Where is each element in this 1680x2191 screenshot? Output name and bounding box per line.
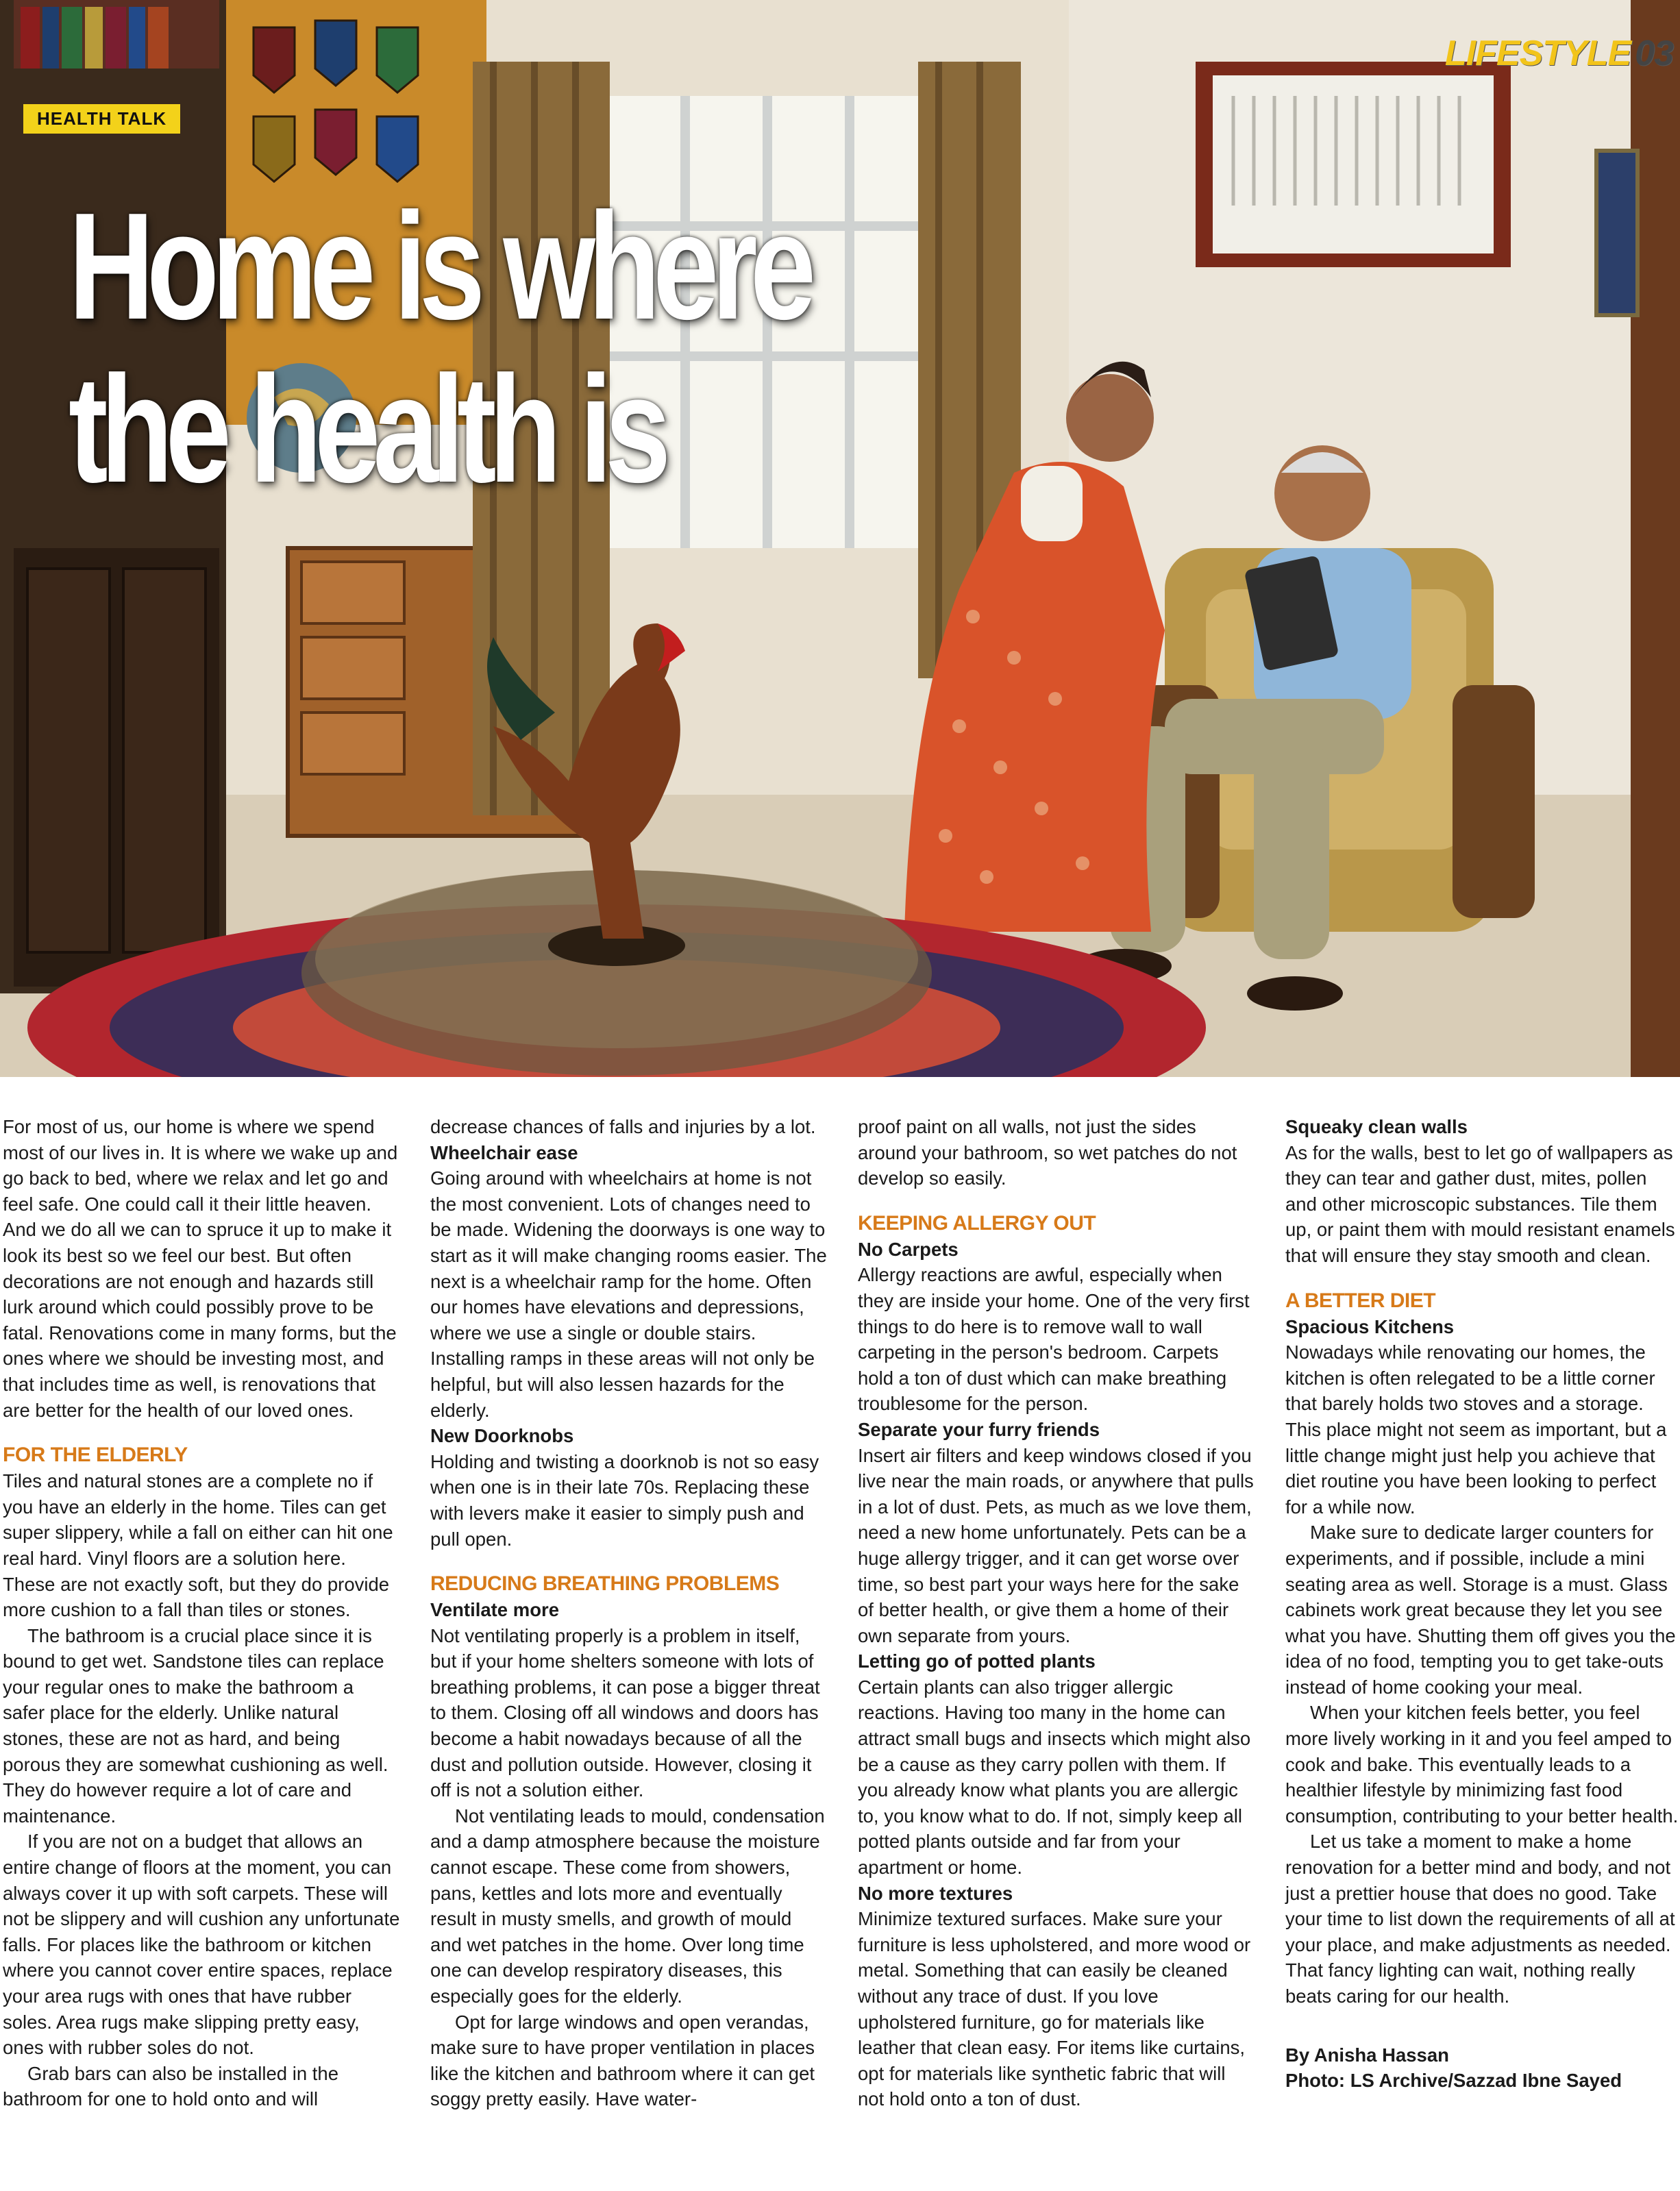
paragraph: Holding and twisting a doorknob is not so easy when one is in their late 70s. Replacing these with levers make it easier to simply push and pull open. — [430, 1450, 819, 1550]
page-number: 03 — [1635, 34, 1673, 73]
paragraph: decrease chances of falls and injuries by a lot. — [430, 1116, 816, 1137]
headline-line-1: Home is where — [69, 182, 809, 351]
subheading-spacious-kitchens: Spacious Kitchens — [1285, 1315, 1455, 1337]
paragraph: If you are not on a budget that allows an entire change of floors at the moment, you can always cover it up with soft carpets. These will not be slippery and will cushion any unfortunate falls. For places like the bathroom or kitchen where you cannot cover entire spaces, replace your area rugs with ones that have rubber soles. Area rugs make slipping pretty easy, ones with rubber soles do not. — [3, 1831, 400, 2059]
heading-a-better-diet: A BETTER DIET — [1285, 1289, 1436, 1312]
intro-paragraph: For most of us, our home is where we spend most of our lives in. It is where we wake up and go back to bed, where we relax and let go and feel safe. One could call it their little heaven. And we do all we can to spruce it up to make it look its best so we feel our best. But often decorations are not enough and hazards still lurk around which could possibly prove to be fatal. Renovations come in many forms, but the ones where we should be investing most, and that includes time as well, is renovations that are better for the health of our loved ones. — [3, 1116, 398, 1421]
paragraph: Going around with wheelchairs at home is not the most convenient. Lots of changes need to be made. Widening the doorways is one way to start as it will make changing rooms easier. The next is a wheelchair ramp for the home. Often our homes have elevations and depressions, where we use a single or double stairs. Installing ramps in these areas will not only be helpful, but will also lessen hazards for the elderly. — [430, 1167, 827, 1421]
headline-line-2: the health is — [69, 345, 664, 515]
subheading-no-carpets: No Carpets — [858, 1238, 959, 1260]
byline: By Anisha Hassan — [1285, 2044, 1449, 2066]
paragraph: Minimize textured surfaces. Make sure your furniture is less upholstered, and more wood or metal. Something that can easily be cleaned without any trace of dust. If you love upholstered furniture, go for materials like leather that clean easy. For items like curtains, opt for materials like synthetic fabric that will not hold onto a ton of dust. — [858, 1908, 1251, 2110]
paragraph: Let us take a moment to make a home renovation for a better mind and body, and not just a prettier house that does no good. Take your time to list down the requirements of all at your place, and make adjustments as needed. That fancy lighting can wait, nothing really beats caring for our health. — [1285, 1831, 1675, 2007]
heading-reducing-breathing-problems: REDUCING BREATHING PROBLEMS — [430, 1572, 780, 1596]
home-interior-photo-icon — [0, 0, 1680, 1077]
article-column-4 — [1285, 1114, 1680, 2094]
subheading-squeaky-clean-walls: Squeaky clean walls — [1285, 1116, 1468, 1137]
subheading-potted-plants: Letting go of potted plants — [858, 1650, 1096, 1672]
paragraph: As for the walls, best to let go of wallpapers as they can tear and gather dust, mites, pollen and other microscopic substances. Tile them up, or paint them with mould resistant enamels that will ensure they stay smooth and clean. — [1285, 1141, 1675, 1266]
hero-photo — [0, 0, 1680, 1077]
article-column-1 — [3, 1114, 400, 2112]
paragraph: Not ventilating properly is a problem in itself, but if your home shelters someone with lots of breathing problems, it can pose a bigger threat to them. Closing off all windows and doors has become a habit nowadays because of all the dust and pollution outside. However, closing it off is not a solution either. — [430, 1624, 820, 1801]
subheading-separate-furry-friends: Separate your furry friends — [858, 1418, 1100, 1440]
paragraph: Opt for large windows and open verandas, make sure to have proper ventilation in places like the kitchen and bathroom where it can get soggy pretty easily. Have water- — [430, 2011, 815, 2110]
article-column-3 — [858, 1114, 1255, 2112]
paragraph: When your kitchen feels better, you feel more lively working in it and you feel amped to cook and bake. This eventually leads to a healthier lifestyle by minimizing fast food consumption, contributing to your better health. — [1285, 1702, 1679, 1827]
paragraph: Certain plants can also trigger allergic reactions. Having too many in the home can attract small bugs and insects which might also be a cause as they carry pollen with them. If you already know what plants you are allergic to, you know what to do. If not, simply keep all potted plants outside and far from your apartment or home. — [858, 1676, 1251, 1879]
paragraph: Nowadays while renovating our homes, the kitchen is often relegated to be a little corner that barely holds two stoves and a storage. This place might not seem as important, but a little change might just help you achieve that diet routine you have been looking to perfect for a while now. — [1285, 1341, 1667, 1518]
subheading-no-more-textures: No more textures — [858, 1882, 1013, 1904]
heading-for-the-elderly: FOR THE ELDERLY — [3, 1444, 188, 1467]
article-column-2 — [430, 1114, 828, 2112]
headline — [69, 182, 809, 515]
paragraph: Make sure to dedicate larger counters for experiments, and if possible, include a mini seating area as well. Storage is a must. Glass cabinets work great because they let you see what you have. Shutting them off gives you the idea of no food, tempting you to get take-outs instead of home cooking your meal. — [1285, 1522, 1676, 1698]
section-tag: HEALTH TALK — [23, 104, 180, 134]
subheading-new-doorknobs: New Doorknobs — [430, 1425, 574, 1447]
paragraph: Grab bars can also be installed in the bathroom for one to hold onto and will — [3, 2062, 339, 2110]
photo-credit: Photo: LS Archive/Sazzad Ibne Sayed — [1285, 2070, 1622, 2092]
masthead-brand: LIFESTYLE — [1444, 34, 1631, 73]
article-body — [3, 1114, 1677, 2186]
subheading-wheelchair-ease: Wheelchair ease — [430, 1141, 578, 1163]
paragraph: proof paint on all walls, not just the sides around your bathroom, so wet patches do not develop so easily. — [858, 1116, 1237, 1189]
paragraph: Insert air filters and keep windows closed if you live near the main roads, or anywhere that pulls in a lot of dust. Pets, as much as we love them, need a new home unfortunately. Pets can be a huge allergy trigger, and it can get worse over time, so best part your ways here for the sake of better health, or give them a home of their own separate from yours. — [858, 1444, 1254, 1646]
paragraph: Not ventilating leads to mould, condensation and a damp atmosphere because the moisture cannot escape. These come from showers, pans, kettles and lots more and eventually result in musty smells, and growth of mould and wet patches in the home. Over long time one can develop respiratory diseases, this especially goes for the elderly. — [430, 1805, 825, 2007]
heading-keeping-allergy-out: KEEPING ALLERGY OUT — [858, 1211, 1096, 1235]
paragraph: Allergy reactions are awful, especially when they are inside your home. One of the very first things to do here is to remove wall to wall carpeting in the person's bedroom. Carpets hold a ton of dust which can make breathing troublesome for the person. — [858, 1264, 1250, 1415]
paragraph: Tiles and natural stones are a complete no if you have an elderly in the home. Tiles can get super slippery, while a fall on either can hit one real hard. Vinyl floors are a solution here. These are not exactly soft, but they do provide more cushion to a fall than tiles or stones. — [3, 1470, 393, 1621]
paragraph: The bathroom is a crucial place since it is bound to get wet. Sandstone tiles can replace your regular ones to make the bathroom a safer place for the elderly. Unlike natural stones, these are not as hard, and being porous they are somewhat cushioning as well. They do however require a lot of care and maintenance. — [3, 1624, 388, 1827]
subheading-ventilate-more: Ventilate more — [430, 1599, 559, 1621]
masthead — [1445, 33, 1673, 74]
